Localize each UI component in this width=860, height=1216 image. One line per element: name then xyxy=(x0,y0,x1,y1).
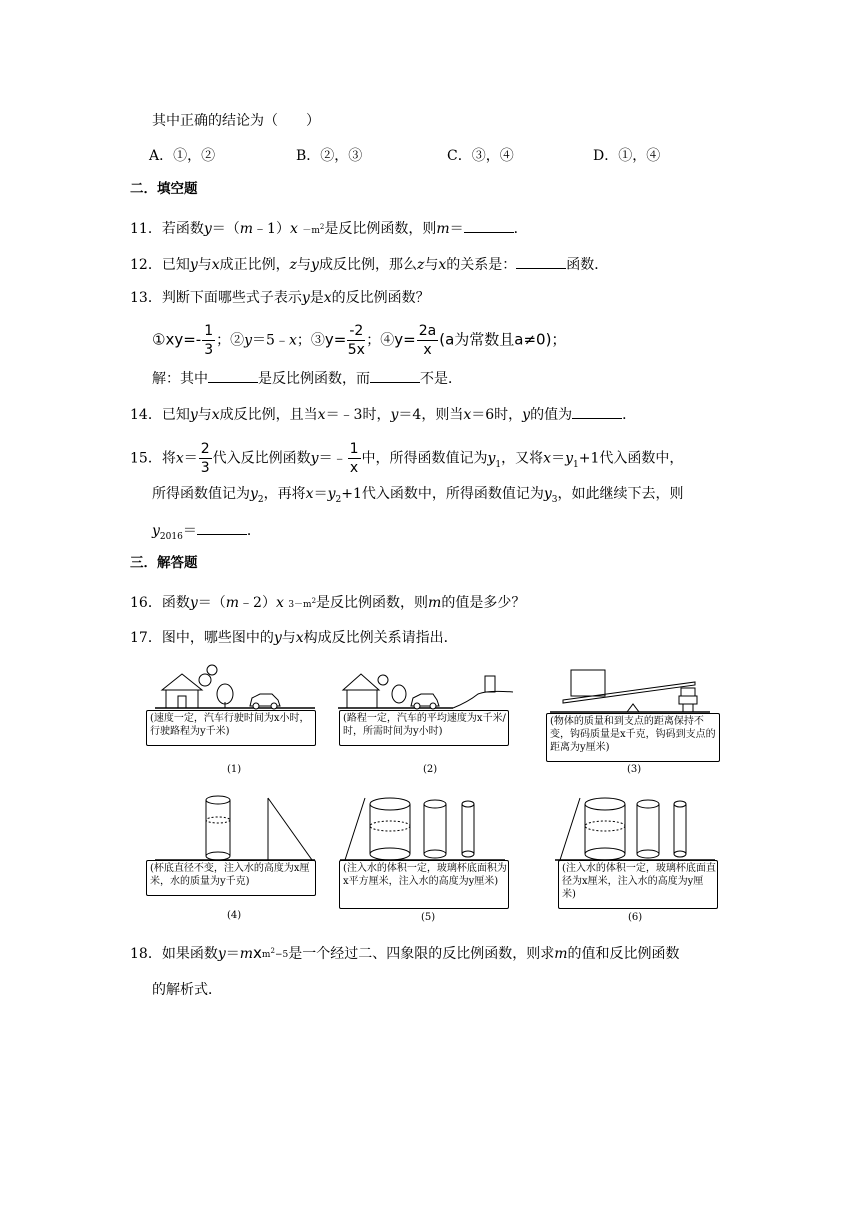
figure-3-lever-drawing xyxy=(545,664,715,714)
figure-5-caption: (注入水的体积一定，玻璃杯底面积为x平方厘米，注入水的高度为y厘米) xyxy=(343,863,507,887)
question-13-solution: 解：其中 是反比例函数，而 不是． xyxy=(152,368,462,390)
answer-blank xyxy=(572,404,622,419)
section-fill-in: 二．填空题 xyxy=(130,181,198,197)
figure-6-label: (6) xyxy=(628,912,643,923)
figure-1-label: (1) xyxy=(227,764,242,775)
figure-4-caption: (杯底直径不变，注入水的高度为x厘米，水的质量为y千克) xyxy=(150,863,310,887)
figure-5-label: (5) xyxy=(421,912,436,923)
figure-6-caption: (注入水的体积一定，玻璃杯底面直径为x厘米，注入水的高度为y厘米) xyxy=(562,863,716,900)
question-12: 12．已知y与x成正比例，z与y成反比例，那么z与x的关系是： 函数． xyxy=(130,254,608,276)
figure-3-caption: (物体的质量和到支点的距离保持不变，钩码质量是x千克，钩码到支点的距离为y厘米) xyxy=(550,716,716,753)
question-17: 17．图中，哪些图中的y与x构成反比例关系请指出． xyxy=(130,630,458,646)
question-16: 16．函数y＝（m﹣2）x $^{3-m^2}$是反比例函数，则m的值是多少？ xyxy=(130,595,526,611)
answer-blank xyxy=(197,520,247,535)
question-13-items: ①xy=- $\frac{1}{3}$ ；②y＝5﹣x；③y= $\frac{-2}{5x}$ ；④y= $\frac{2a}{x}$ (a为常数且a≠0)； xyxy=(152,323,567,358)
answer-blank xyxy=(370,368,420,383)
figure-6-cups-drawing xyxy=(550,790,720,862)
option-a: A．①，② xyxy=(149,148,216,164)
answer-blank xyxy=(208,368,258,383)
section-solve: 三．解答题 xyxy=(130,555,198,571)
question-13: 13．判断下面哪些式子表示y是x的反比例函数？ xyxy=(130,290,430,306)
question-11: 11．若函数y＝（m﹣1）x $^{-m^2}$是反比例函数，则m＝ ． xyxy=(130,218,528,244)
question-15-line3: $y_{2016}=$ ． xyxy=(152,520,261,544)
figure-1-caption: (速度一定，汽车行驶时间为x小时，行驶路程为y千米) xyxy=(150,713,310,737)
question-15-line1: 15．将x＝ $\frac{2}{3}$ 代入反比例函数y＝﹣ $\frac{1}{x}$ 中，所得函数值记为$y_1$，又将$x=y_1+1$代入函数中， xyxy=(130,441,684,476)
figure-2-house-car-road-drawing xyxy=(333,662,518,710)
question-14: 14．已知y与x成反比例，且当x＝﹣3时，y＝4，则当x＝6时，y的值为 ． xyxy=(130,404,636,426)
option-c: C．③，④ xyxy=(447,148,514,164)
question-18-line2: 的解析式． xyxy=(152,982,222,998)
figure-4-label: (4) xyxy=(227,910,242,921)
option-d: D．①，④ xyxy=(593,148,661,164)
question-15-line2: 所得函数值记为$y_2$，再将$x=y_2+1$代入函数中，所得函数值记为$y_3$，如此继续下去，则 xyxy=(152,486,684,505)
figure-2-label: (2) xyxy=(423,764,438,775)
question-18: 18．如果函数$y=mx^{m^2-5}$是一个经过二、四象限的反比例函数，则求m的值和反比例函数 xyxy=(130,944,680,962)
option-b: B．②，③ xyxy=(296,148,363,164)
figure-3-label: (3) xyxy=(627,764,642,775)
q10-stem: 其中正确的结论为（ ） xyxy=(152,113,320,129)
figure-5-cups-drawing xyxy=(335,790,510,862)
answer-blank xyxy=(464,218,514,233)
answer-blank xyxy=(516,254,566,269)
figure-4-cup-drawing xyxy=(150,790,320,862)
figure-1-house-car-drawing xyxy=(150,662,320,710)
figure-2-caption: (路程一定，汽车的平均速度为x千米/时，所需时间为y小时) xyxy=(343,713,506,737)
